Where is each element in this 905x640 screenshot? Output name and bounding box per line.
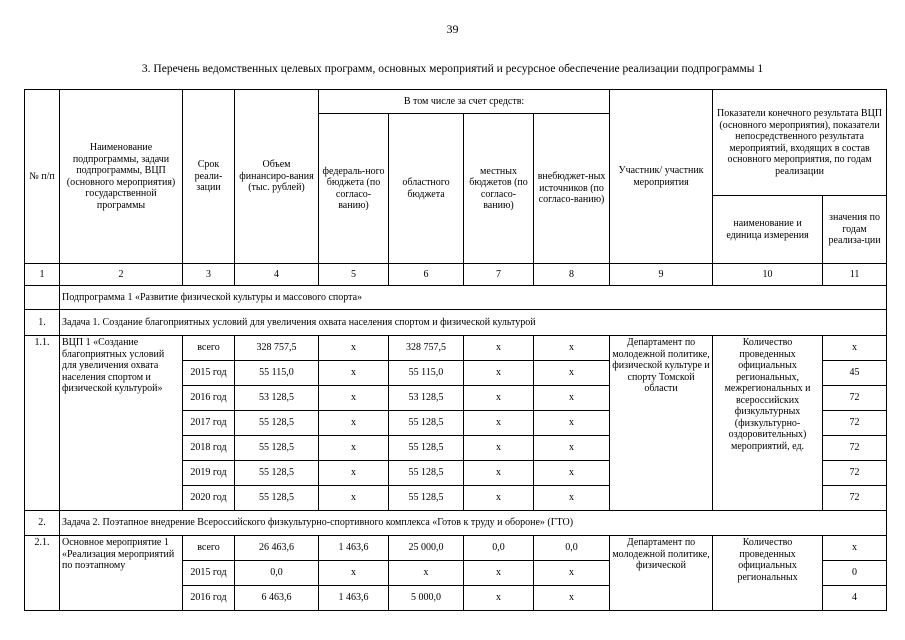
col-number: 11: [823, 264, 887, 286]
federal-cell: x: [319, 336, 389, 361]
header-regional: областного бюджета: [389, 114, 464, 264]
task-num: 2.: [25, 511, 60, 536]
term-cell: всего: [183, 536, 235, 561]
volume-cell: 55 128,5: [235, 461, 319, 486]
task-title: Задача 1. Создание благоприятных условий для увеличения охвата населения спортом и физической культурой: [60, 310, 887, 336]
column-numbers-row: [25, 264, 887, 286]
col-number: 8: [534, 264, 610, 286]
col-number: 5: [319, 264, 389, 286]
extra-cell: x: [534, 561, 610, 586]
federal-cell: x: [319, 561, 389, 586]
term-cell: 2020 год: [183, 486, 235, 511]
col-number: 4: [235, 264, 319, 286]
term-cell: всего: [183, 336, 235, 361]
term-cell: 2016 год: [183, 586, 235, 611]
subprogram-num: [25, 286, 60, 310]
local-cell: x: [464, 336, 534, 361]
col-number: 10: [713, 264, 823, 286]
volume-cell: 26 463,6: [235, 536, 319, 561]
term-cell: 2016 год: [183, 386, 235, 411]
extra-cell: x: [534, 586, 610, 611]
federal-cell: x: [319, 411, 389, 436]
local-cell: x: [464, 461, 534, 486]
regional-cell: 25 000,0: [389, 536, 464, 561]
volume-cell: 55 128,5: [235, 486, 319, 511]
value-cell: 72: [823, 486, 887, 511]
federal-cell: x: [319, 386, 389, 411]
regional-cell: 55 115,0: [389, 361, 464, 386]
value-cell: 4: [823, 586, 887, 611]
federal-cell: x: [319, 486, 389, 511]
local-cell: x: [464, 361, 534, 386]
col-number: 9: [610, 264, 713, 286]
col-number: 7: [464, 264, 534, 286]
indicator-cell: Количество проведенных официальных региональных, межрегиональных и всероссийских физкультурных (физкультурно-оздоровительных) мероприятий, ед.: [713, 336, 823, 511]
col-number: 1: [25, 264, 60, 286]
value-cell: x: [823, 536, 887, 561]
volume-cell: 55 128,5: [235, 411, 319, 436]
item-num: 2.1.: [25, 536, 60, 611]
volume-cell: 328 757,5: [235, 336, 319, 361]
indicator-cell: Количество проведенных официальных региональных: [713, 536, 823, 611]
volume-cell: 55 115,0: [235, 361, 319, 386]
value-cell: 0: [823, 561, 887, 586]
col-number: 6: [389, 264, 464, 286]
local-cell: x: [464, 561, 534, 586]
regional-cell: 53 128,5: [389, 386, 464, 411]
federal-cell: x: [319, 436, 389, 461]
item-num: 1.1.: [25, 336, 60, 511]
header-extra: внебюджет-ных источников (по согласо-ванию): [534, 114, 610, 264]
header-federal: федераль-ного бюджета (по согласо-ванию): [319, 114, 389, 264]
volume-cell: 6 463,6: [235, 586, 319, 611]
value-cell: 72: [823, 436, 887, 461]
value-cell: 72: [823, 461, 887, 486]
item-name: Основное мероприятие 1 «Реализация мероприятий по поэтапному: [60, 536, 183, 611]
federal-cell: x: [319, 461, 389, 486]
federal-cell: 1 463,6: [319, 586, 389, 611]
extra-cell: x: [534, 436, 610, 461]
term-cell: 2015 год: [183, 561, 235, 586]
regional-cell: 55 128,5: [389, 461, 464, 486]
volume-cell: 0,0: [235, 561, 319, 586]
header-indicators-group: Показатели конечного результата ВЦП (основного мероприятия), показатели непосредственного результата мероприятий, входящих в состав основного мероприятия, по годам реализации: [713, 90, 887, 196]
header-num: № п/п: [25, 90, 60, 264]
section-title: 3. Перечень ведомственных целевых программ, основных мероприятий и ресурсное обеспечение реализации подпрограммы 1: [141, 63, 764, 75]
volume-cell: 55 128,5: [235, 436, 319, 461]
extra-cell: x: [534, 486, 610, 511]
subprogram-title: Подпрограмма 1 «Развитие физической культуры и массового спорта»: [60, 286, 887, 310]
value-cell: 72: [823, 411, 887, 436]
local-cell: 0,0: [464, 536, 534, 561]
participant-cell: Департамент по молодежной политике, физической: [610, 536, 713, 611]
item-name: ВЦП 1 «Создание благоприятных условий для увеличения охвата населения спортом и физической культурой»: [60, 336, 183, 511]
program-table: [24, 89, 887, 611]
extra-cell: x: [534, 461, 610, 486]
local-cell: x: [464, 411, 534, 436]
page-number: 39: [446, 22, 459, 36]
header-local: местных бюджетов (по согласо-ванию): [464, 114, 534, 264]
header-volume: Объем финансиро-вания (тыс. рублей): [235, 90, 319, 264]
term-cell: 2019 год: [183, 461, 235, 486]
participant-cell: Департамент по молодежной политике, физической культуре и спорту Томской области: [610, 336, 713, 511]
header-indicator-values: значения по годам реализа-ции: [823, 196, 887, 264]
extra-cell: x: [534, 411, 610, 436]
extra-cell: x: [534, 361, 610, 386]
regional-cell: 328 757,5: [389, 336, 464, 361]
regional-cell: 5 000,0: [389, 586, 464, 611]
header-sources-group: В том числе за счет средств:: [319, 90, 610, 114]
task-num: 1.: [25, 310, 60, 336]
term-cell: 2015 год: [183, 361, 235, 386]
header-name: Наименование подпрограммы, задачи подпрограммы, ВЦП (основного мероприятия) государственной программы: [60, 90, 183, 264]
col-number: 2: [60, 264, 183, 286]
term-cell: 2018 год: [183, 436, 235, 461]
local-cell: x: [464, 586, 534, 611]
header-term: Срок реали-зации: [183, 90, 235, 264]
header-participant: Участник/ участник мероприятия: [610, 90, 713, 264]
header-indicator-name: наименование и единица измерения: [713, 196, 823, 264]
regional-cell: x: [389, 561, 464, 586]
extra-cell: x: [534, 336, 610, 361]
local-cell: x: [464, 386, 534, 411]
federal-cell: 1 463,6: [319, 536, 389, 561]
regional-cell: 55 128,5: [389, 486, 464, 511]
local-cell: x: [464, 486, 534, 511]
volume-cell: 53 128,5: [235, 386, 319, 411]
col-number: 3: [183, 264, 235, 286]
regional-cell: 55 128,5: [389, 411, 464, 436]
task-title: Задача 2. Поэтапное внедрение Всероссийского физкультурно-спортивного комплекса «Готов к труду и обороне» (ГТО): [60, 511, 887, 536]
local-cell: x: [464, 436, 534, 461]
extra-cell: x: [534, 386, 610, 411]
federal-cell: x: [319, 361, 389, 386]
term-cell: 2017 год: [183, 411, 235, 436]
extra-cell: 0,0: [534, 536, 610, 561]
regional-cell: 55 128,5: [389, 436, 464, 461]
value-cell: 45: [823, 361, 887, 386]
value-cell: x: [823, 336, 887, 361]
value-cell: 72: [823, 386, 887, 411]
